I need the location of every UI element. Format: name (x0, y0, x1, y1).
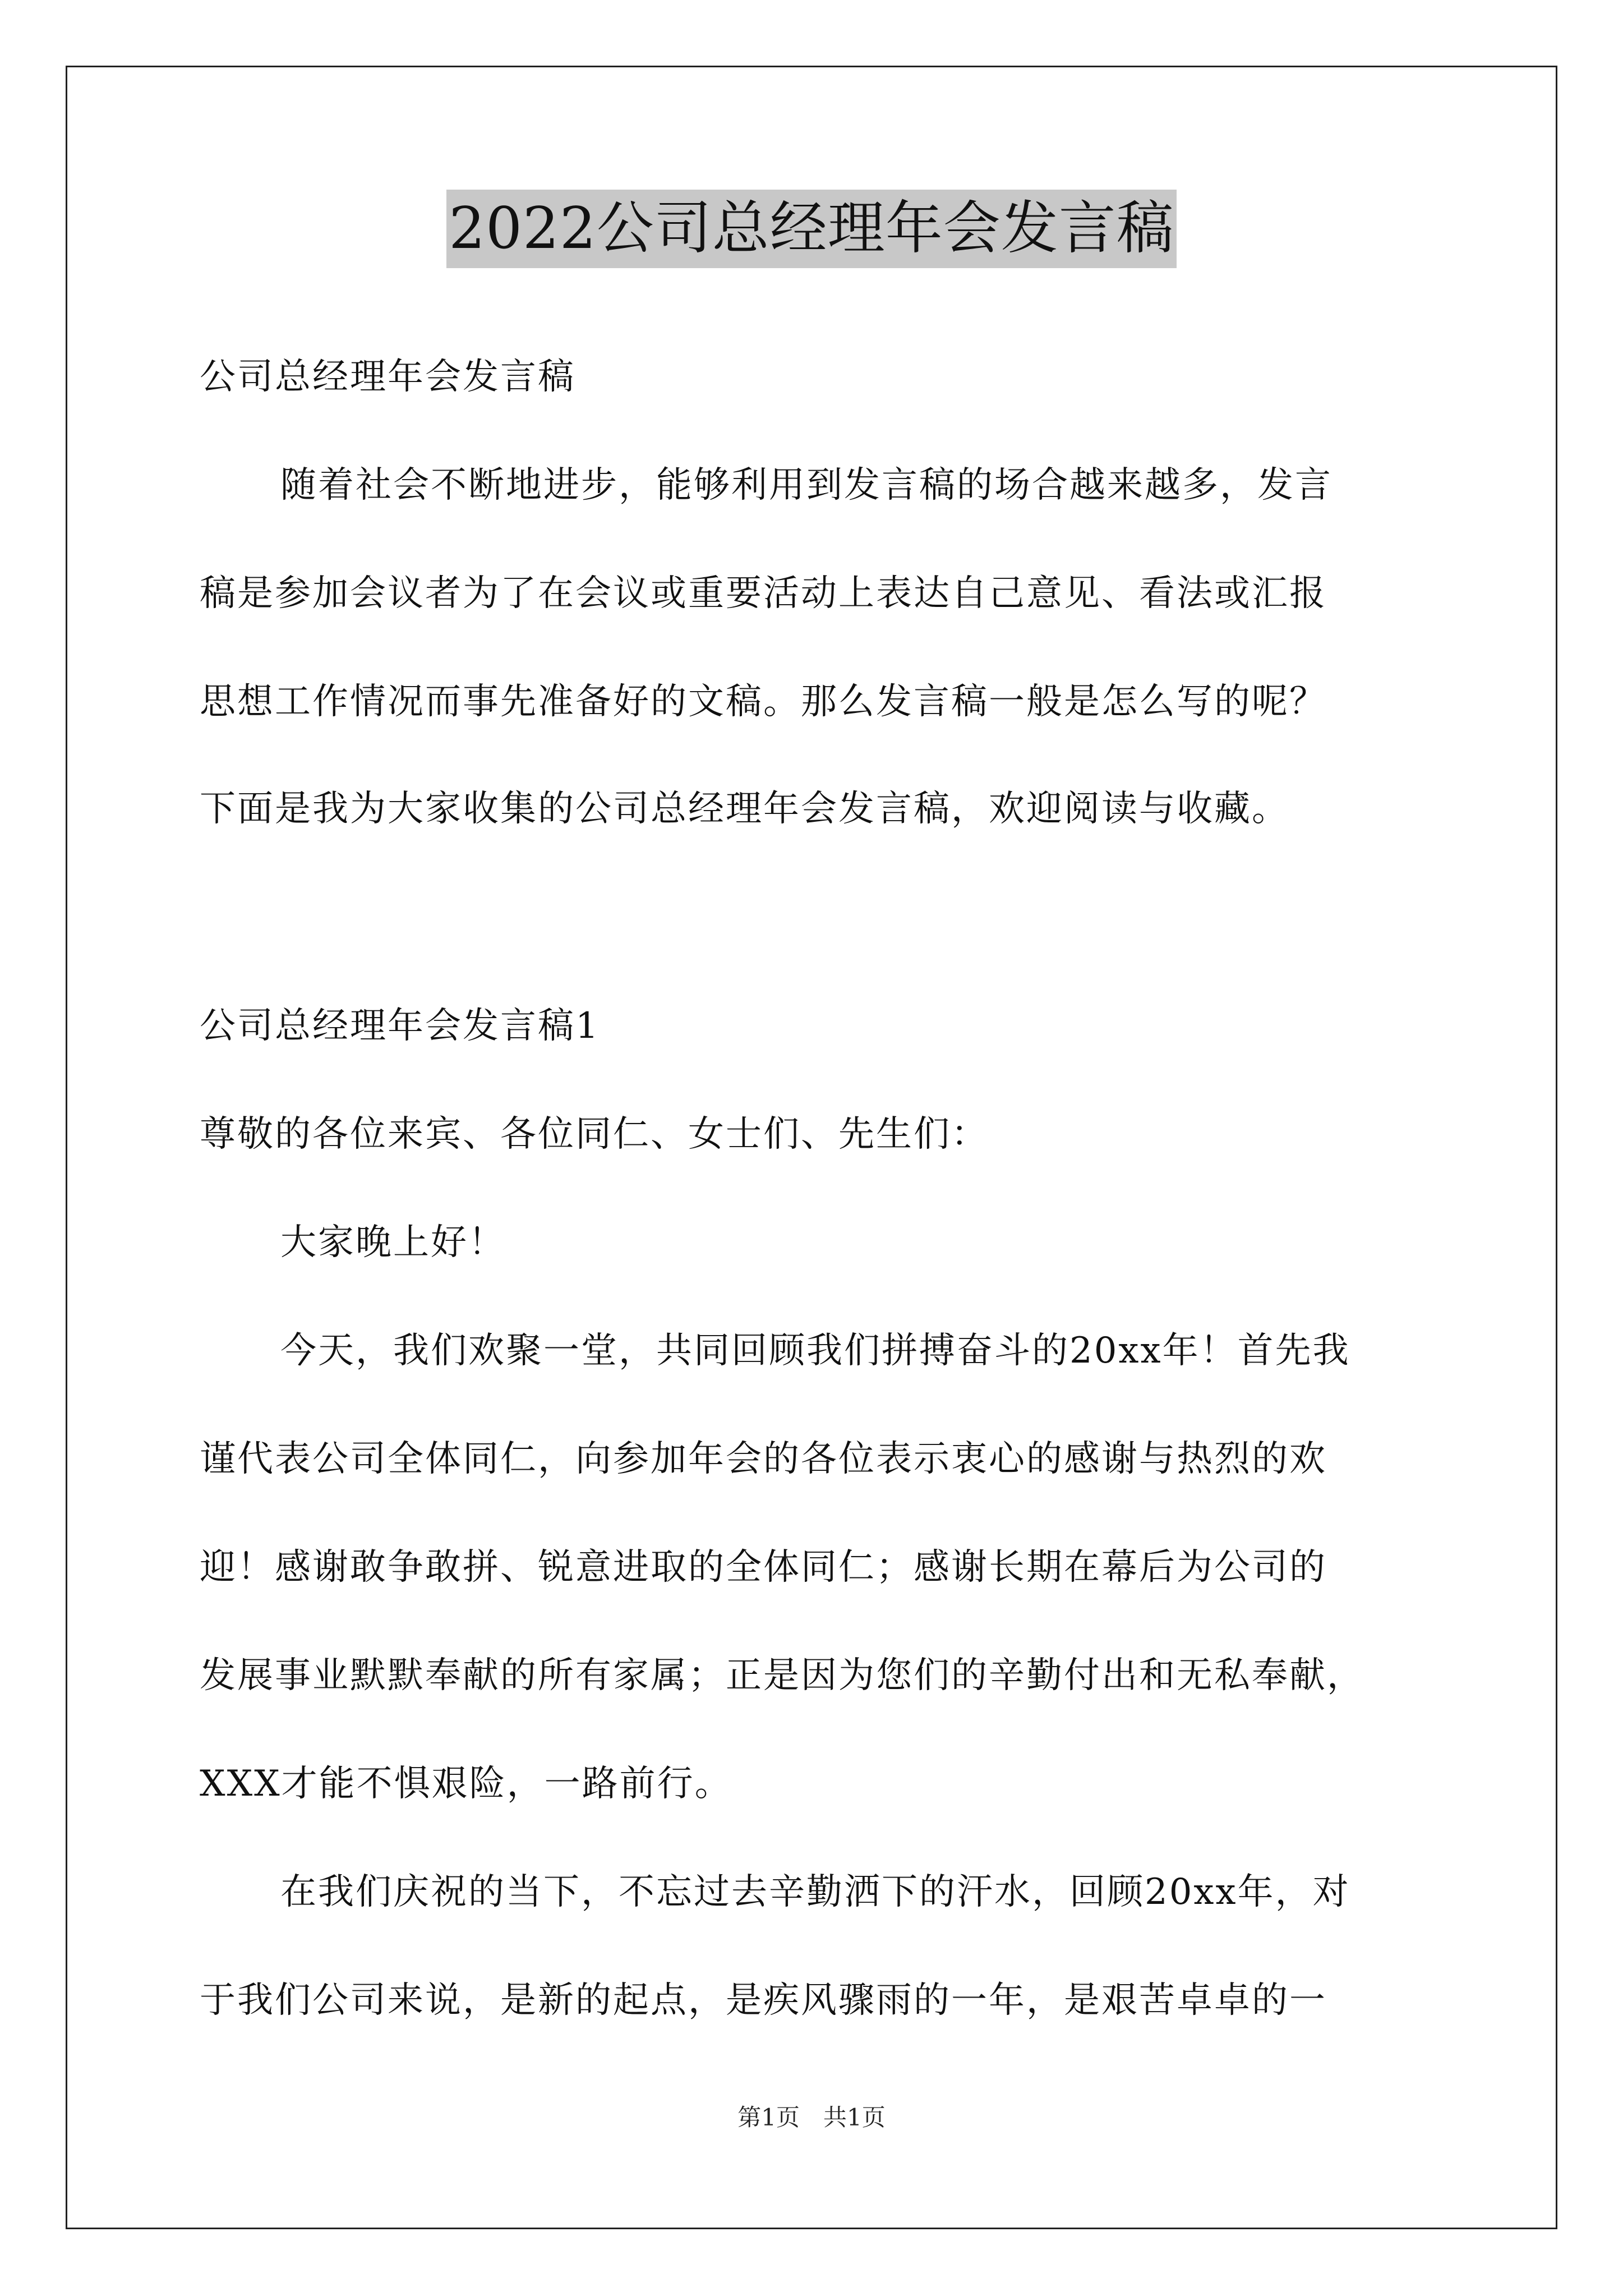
document-title-text: 2022公司总经理年会发言稿 (446, 190, 1177, 268)
document-subtitle: 公司总经理年会发言稿 (200, 356, 575, 398)
intro-line: 随着社会不断地进步，能够利用到发言稿的场合越来越多，发言 (280, 464, 1332, 506)
paragraph-line: 于我们公司来说，是新的起点，是疾风骤雨的一年，是艰苦卓卓的一 (200, 1980, 1327, 2021)
greeting: 大家晚上好！ (280, 1222, 506, 1263)
salutation: 尊敬的各位来宾、各位同仁、女士们、先生们： (200, 1114, 989, 1155)
document-title (0, 190, 1623, 268)
paragraph-line: XXX才能不惧艰险，一路前行。 (200, 1763, 732, 1805)
section-heading: 公司总经理年会发言稿1 (200, 1005, 600, 1047)
paragraph-line: 发展事业默默奉献的所有家属；正是因为您们的辛勤付出和无私奉献， (200, 1655, 1364, 1696)
paragraph-line: 迎！感谢敢争敢拼、锐意进取的全体同仁；感谢长期在幕后为公司的 (200, 1547, 1327, 1588)
paragraph-line: 在我们庆祝的当下，不忘过去辛勤洒下的汗水，回顾20xx年，对 (280, 1871, 1350, 1913)
intro-line: 思想工作情况而事先准备好的文稿。那么发言稿一般是怎么写的呢？ (200, 681, 1327, 723)
paragraph-line: 谨代表公司全体同仁，向参加年会的各位表示衷心的感谢与热烈的欢 (200, 1438, 1327, 1480)
page-footer: 第1页 共1页 (737, 2104, 886, 2131)
intro-line: 稿是参加会议者为了在会议或重要活动上表达自己意见、看法或汇报 (200, 573, 1327, 614)
paragraph-line: 今天，我们欢聚一堂，共同回顾我们拼搏奋斗的20xx年！首先我 (280, 1330, 1350, 1372)
intro-line: 下面是我为大家收集的公司总经理年会发言稿，欢迎阅读与收藏。 (200, 788, 1289, 830)
